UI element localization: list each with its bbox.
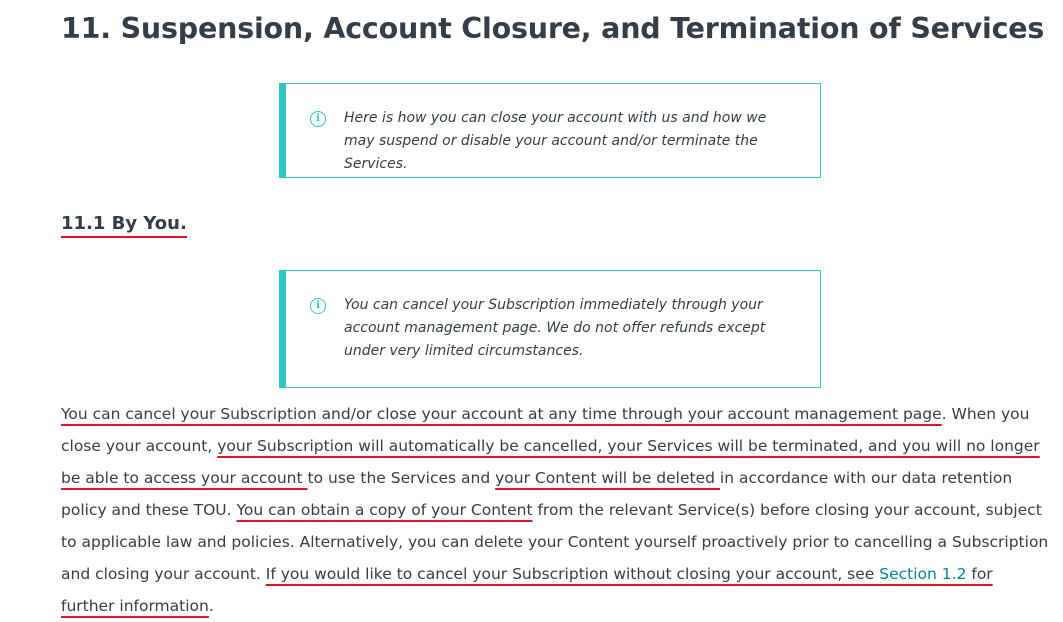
body-text-1: . When you close your account,	[61, 405, 1030, 455]
body-text-2: to use the Services and	[307, 469, 496, 487]
subsection-title: 11.1 By You.	[61, 212, 187, 238]
highlight-content-deleted: your Content will be deleted	[495, 469, 720, 487]
period: .	[208, 597, 214, 615]
callout-summary	[279, 83, 821, 178]
section-1-2-link[interactable]: Section 1.2	[879, 565, 967, 583]
body-paragraph	[61, 398, 1051, 622]
highlight-cancel: You can cancel your Subscription and/or close your account at any time through your account management page	[61, 405, 942, 423]
callout-summary-text: Here is how you can close your account with us and how we may suspend or disable your account and/or terminate the Services.	[344, 110, 767, 172]
body-text-3: in accordance with our data retention policy and these TOU.	[61, 469, 1013, 519]
highlight-consequences: your Subscription will automatically be cancelled, your Services will be terminated, and you will no longer be able to access your account	[61, 437, 1040, 487]
body-text-4: from the relevant Service(s) before closing your account, subject to applicable law and policies. Alternatively, you can delete your Content yourself proactively prior to cancelling a Subscription and closing your account.	[61, 501, 1049, 583]
body-text-5: If you would like to cancel your Subscription without closing your account, see	[265, 565, 880, 583]
section-title: 11. Suspension, Account Closure, and Termination of Services	[61, 12, 1045, 45]
body-text-6: for further information	[61, 565, 993, 615]
info-circle-icon: i	[310, 111, 326, 127]
callout-by-you-text: You can cancel your Subscription immediately through your account management page. We do not offer refunds except under very limited circumstances.	[344, 297, 766, 359]
info-circle-icon: i	[310, 298, 326, 314]
callout-by-you	[279, 270, 821, 388]
highlight-obtain-copy: You can obtain a copy of your Content	[236, 501, 533, 519]
